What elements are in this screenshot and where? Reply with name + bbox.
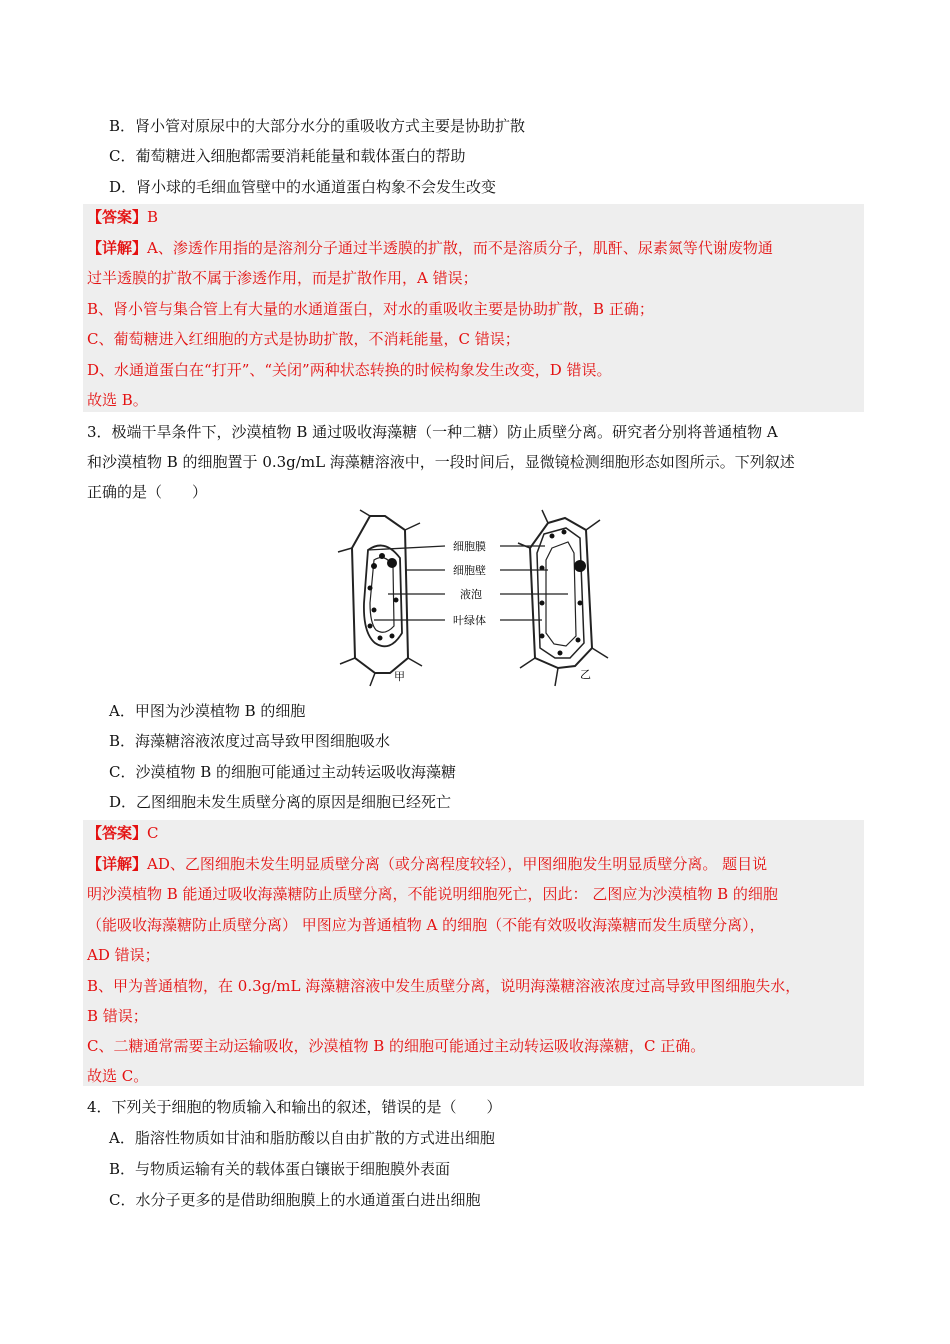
q3-detail-line: C、二糖通常需要主动运输吸收，沙漠植物 B 的细胞可能通过主动转运吸收海藻糖，C 正确。	[87, 1037, 706, 1055]
q3-detail-line: 【详解】AD、乙图细胞未发生明显质壁分离（或分离程度较轻），甲图细胞发生明显质壁分离。 题目说	[87, 855, 768, 873]
answer-value: B	[147, 208, 159, 226]
q3-detail-line: （能吸收海藻糖防止质壁分离） 甲图应为普通植物 A 的细胞（不能有效吸收海藻糖而发生质壁分离），	[87, 916, 765, 934]
q4-option-a: A．脂溶性物质如甘油和脂肪酸以自由扩散的方式进出细胞	[109, 1129, 495, 1147]
q2-detail-line: D、水通道蛋白在“打开”、“关闭”两种状态转换的时候构象发生改变，D 错误。	[87, 361, 612, 379]
label-chloroplast: 叶绿体	[453, 614, 486, 627]
label-cell-wall: 细胞壁	[453, 564, 486, 577]
q3-option-b: B．海藻糖溶液浓度过高导致甲图细胞吸水	[109, 732, 391, 750]
q3-option-c: C．沙漠植物 B 的细胞可能通过主动转运吸收海藻糖	[109, 763, 457, 781]
q3-answer-box	[83, 820, 864, 1086]
caption-left: 甲	[394, 670, 405, 683]
q2-detail-line: 过半透膜的扩散不属于渗透作用，而是扩散作用，A 错误；	[87, 269, 478, 287]
q3-detail-line: B 错误；	[87, 1007, 148, 1025]
answer-tag: 【答案】	[87, 824, 148, 842]
q3-option-d: D．乙图细胞未发生质壁分离的原因是细胞已经死亡	[109, 793, 452, 811]
q2-detail-line: 【详解】A、渗透作用指的是溶剂分子通过半透膜的扩散，而不是溶质分子，肌酐、尿素氮等代谢废物通	[87, 239, 773, 257]
q2-detail-line: B、肾小管与集合管上有大量的水通道蛋白，对水的重吸收主要是协助扩散，B 正确；	[87, 300, 654, 318]
answer-tag: 【答案】	[87, 208, 148, 226]
q4-option-b: B．与物质运输有关的载体蛋白镶嵌于细胞膜外表面	[109, 1160, 451, 1178]
q2-answer-box	[83, 204, 864, 412]
q3-conclusion: 故选 C。	[87, 1067, 149, 1085]
q3-stem-line: 和沙漠植物 B 的细胞置于 0.3g/mL 海藻糖溶液中，一段时间后，显微镜检测细胞形态如图所示。下列叙述	[87, 453, 795, 471]
answer-value: C	[147, 824, 159, 842]
q2-option-b: B．肾小管对原尿中的大部分水分的重吸收方式主要是协助扩散	[109, 117, 526, 135]
q2-option-c: C．葡萄糖进入细胞都需要消耗能量和载体蛋白的帮助	[109, 147, 466, 165]
q3-stem-line: 3．极端干旱条件下，沙漠植物 B 通过吸收海藻糖（一种二糖）防止质壁分离。研究者分别将普通植物 A	[87, 423, 778, 441]
q3-answer-row	[87, 823, 159, 843]
q2-option-d: D．肾小球的毛细血管壁中的水通道蛋白构象不会发生改变	[109, 178, 497, 196]
detail-tag: 【详解】	[87, 239, 148, 257]
q2-detail-line: C、葡萄糖进入红细胞的方式是协助扩散，不消耗能量，C 错误；	[87, 330, 520, 348]
label-vacuole: 液泡	[460, 588, 482, 601]
q2-conclusion: 故选 B。	[87, 391, 148, 409]
caption-right: 乙	[580, 668, 591, 681]
q3-detail-line: AD 错误；	[87, 946, 160, 964]
q3-detail-line: B、甲为普通植物，在 0.3g/mL 海藻糖溶液中发生质壁分离，说明海藻糖溶液浓度过高导致甲图细胞失水，	[87, 977, 801, 995]
detail-tag: 【详解】	[87, 855, 148, 873]
q3-detail-line: 明沙漠植物 B 能通过吸收海藻糖防止质壁分离，不能说明细胞死亡，因此： 乙图应为沙漠植物 B 的细胞	[87, 885, 778, 903]
q3-option-a: A．甲图为沙漠植物 B 的细胞	[109, 702, 306, 720]
q3-stem-line: 正确的是（ ）	[87, 483, 208, 501]
q4-option-c: C．水分子更多的是借助细胞膜上的水通道蛋白进出细胞	[109, 1191, 481, 1209]
label-cell-membrane: 细胞膜	[453, 540, 486, 553]
q2-answer-row	[87, 207, 158, 227]
cell-diagram	[330, 508, 620, 688]
q4-stem: 4．下列关于细胞的物质输入和输出的叙述，错误的是（ ）	[87, 1098, 502, 1116]
